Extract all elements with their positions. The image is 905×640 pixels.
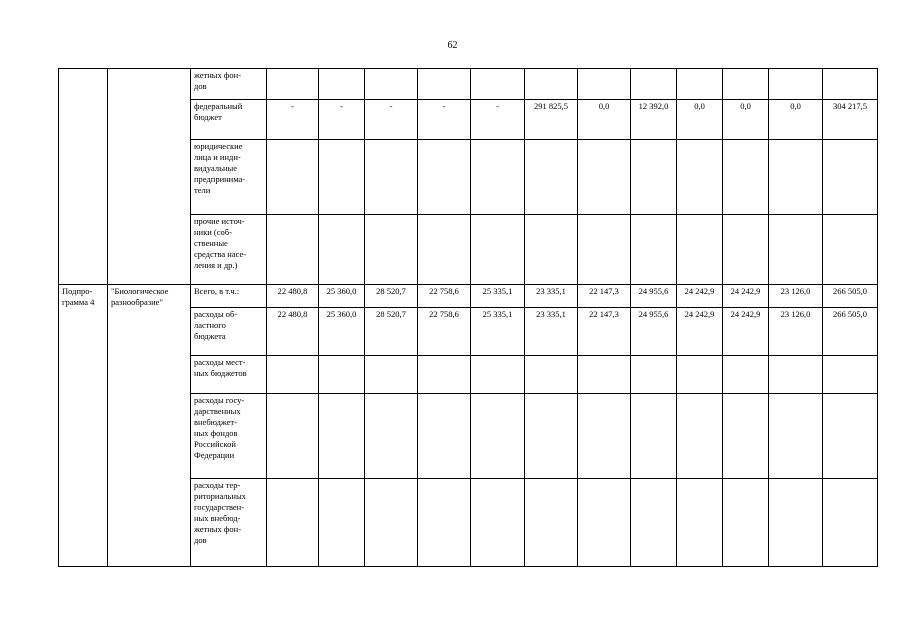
amount-cell	[471, 394, 525, 479]
program-cell: Подпро- грамма 4	[59, 285, 108, 567]
amount-cell	[525, 140, 578, 215]
amount-cell: 24 242,9	[677, 285, 723, 308]
amount-cell	[525, 215, 578, 285]
amount-cell	[365, 356, 418, 394]
budget-table	[58, 68, 878, 567]
amount-cell	[418, 215, 471, 285]
amount-cell: 22 758,6	[418, 285, 471, 308]
amount-cell	[418, 394, 471, 479]
amount-cell	[578, 140, 631, 215]
amount-cell	[631, 479, 677, 567]
funding-source-cell: прочие источ- ники (соб- ственные средства насе- ления и др.)	[191, 215, 267, 285]
program-name-cell: "Биологическое разнообразие"	[108, 285, 191, 567]
amount-cell: -	[267, 100, 319, 140]
amount-cell: -	[365, 100, 418, 140]
amount-cell	[723, 479, 769, 567]
amount-cell: 266 505,0	[823, 308, 878, 356]
amount-cell	[418, 356, 471, 394]
amount-cell	[578, 215, 631, 285]
amount-cell	[418, 140, 471, 215]
amount-cell	[823, 215, 878, 285]
amount-cell: 22 480,8	[267, 308, 319, 356]
amount-cell	[365, 394, 418, 479]
amount-cell	[471, 69, 525, 100]
amount-cell	[471, 140, 525, 215]
funding-source-cell: Всего, в т.ч.:	[191, 285, 267, 308]
amount-cell	[769, 394, 823, 479]
amount-cell: -	[471, 100, 525, 140]
amount-cell	[365, 69, 418, 100]
amount-cell	[418, 69, 471, 100]
amount-cell	[631, 356, 677, 394]
amount-cell	[769, 215, 823, 285]
amount-cell: 22 480,8	[267, 285, 319, 308]
amount-cell: 23 335,1	[525, 308, 578, 356]
amount-cell	[823, 69, 878, 100]
amount-cell	[769, 140, 823, 215]
amount-cell: 25 360,0	[319, 285, 365, 308]
amount-cell	[319, 215, 365, 285]
amount-cell	[677, 356, 723, 394]
amount-cell	[267, 394, 319, 479]
amount-cell: 22 758,6	[418, 308, 471, 356]
amount-cell: 23 335,1	[525, 285, 578, 308]
amount-cell	[823, 394, 878, 479]
funding-source-cell: расходы госу- дарственных внебюджет- ных фондов Российской Федерации	[191, 394, 267, 479]
amount-cell	[677, 394, 723, 479]
funding-source-cell: федеральный бюджет	[191, 100, 267, 140]
amount-cell	[365, 479, 418, 567]
funding-source-cell: жетных фон- дов	[191, 69, 267, 100]
amount-cell	[723, 356, 769, 394]
program-name-cell	[108, 69, 191, 285]
amount-cell	[525, 356, 578, 394]
amount-cell: 12 392,0	[631, 100, 677, 140]
amount-cell	[631, 394, 677, 479]
amount-cell	[723, 215, 769, 285]
amount-cell: 25 360,0	[319, 308, 365, 356]
amount-cell	[525, 69, 578, 100]
amount-cell: 24 955,6	[631, 308, 677, 356]
amount-cell: 291 825,5	[525, 100, 578, 140]
amount-cell	[319, 356, 365, 394]
amount-cell	[471, 356, 525, 394]
amount-cell	[823, 356, 878, 394]
amount-cell	[677, 215, 723, 285]
amount-cell	[677, 69, 723, 100]
amount-cell	[319, 140, 365, 215]
table-row	[59, 285, 878, 308]
amount-cell	[578, 356, 631, 394]
amount-cell	[578, 69, 631, 100]
amount-cell	[525, 394, 578, 479]
amount-cell: 23 126,0	[769, 285, 823, 308]
page-number: 62	[447, 40, 458, 51]
amount-cell	[769, 479, 823, 567]
amount-cell	[525, 479, 578, 567]
amount-cell	[267, 479, 319, 567]
amount-cell: 0,0	[578, 100, 631, 140]
amount-cell	[471, 479, 525, 567]
amount-cell	[723, 394, 769, 479]
amount-cell	[823, 479, 878, 567]
amount-cell	[677, 479, 723, 567]
amount-cell	[677, 140, 723, 215]
amount-cell: 304 217,5	[823, 100, 878, 140]
amount-cell	[319, 394, 365, 479]
amount-cell: 25 335,1	[471, 285, 525, 308]
amount-cell: 24 242,9	[723, 285, 769, 308]
amount-cell	[319, 69, 365, 100]
amount-cell	[631, 140, 677, 215]
program-cell	[59, 69, 108, 285]
amount-cell: -	[418, 100, 471, 140]
amount-cell	[631, 215, 677, 285]
amount-cell	[471, 215, 525, 285]
amount-cell: 22 147,3	[578, 308, 631, 356]
amount-cell	[267, 140, 319, 215]
amount-cell	[578, 394, 631, 479]
amount-cell	[365, 140, 418, 215]
amount-cell	[267, 69, 319, 100]
funding-source-cell: расходы тер- риториальных государствен- ных внебюд- жетных фон- дов	[191, 479, 267, 567]
amount-cell: 24 242,9	[723, 308, 769, 356]
funding-source-cell: расходы мест- ных бюджетов	[191, 356, 267, 394]
amount-cell: 24 242,9	[677, 308, 723, 356]
amount-cell: 24 955,6	[631, 285, 677, 308]
amount-cell	[267, 215, 319, 285]
amount-cell	[578, 479, 631, 567]
amount-cell	[769, 69, 823, 100]
amount-cell: -	[319, 100, 365, 140]
table-body	[59, 69, 878, 567]
amount-cell	[723, 140, 769, 215]
amount-cell	[267, 356, 319, 394]
amount-cell: 0,0	[723, 100, 769, 140]
amount-cell: 23 126,0	[769, 308, 823, 356]
amount-cell: 266 505,0	[823, 285, 878, 308]
amount-cell	[769, 356, 823, 394]
amount-cell: 22 147,3	[578, 285, 631, 308]
funding-source-cell: юридические лица и инди- видуальные предпринима- тели	[191, 140, 267, 215]
amount-cell: 25 335,1	[471, 308, 525, 356]
amount-cell: 28 520,7	[365, 308, 418, 356]
amount-cell: 0,0	[769, 100, 823, 140]
amount-cell	[319, 479, 365, 567]
amount-cell	[823, 140, 878, 215]
table-row	[59, 69, 878, 100]
amount-cell: 0,0	[677, 100, 723, 140]
amount-cell: 28 520,7	[365, 285, 418, 308]
amount-cell	[418, 479, 471, 567]
amount-cell	[365, 215, 418, 285]
funding-source-cell: расходы об- ластного бюджета	[191, 308, 267, 356]
amount-cell	[631, 69, 677, 100]
amount-cell	[723, 69, 769, 100]
